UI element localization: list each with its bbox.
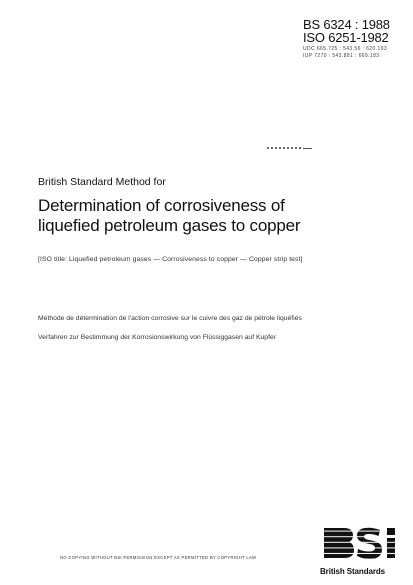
bs-standard-number: BS 6324 : 1988 [303, 17, 390, 32]
iup-reference: IUP 7270 : 543.881 : 669.183 [303, 53, 380, 59]
document-title-line-2: liquefied petroleum gases to copper [38, 216, 301, 235]
copyright-notice: NO COPYING WITHOUT BSI PERMISSION EXCEPT AS PERMITTED BY COPYRIGHT LAW [60, 555, 257, 560]
document-kicker: British Standard Method for [38, 176, 166, 188]
iso-title-note: [ISO title: Liquefied petroleum gases — Corrosiveness to copper — Copper strip test] [38, 256, 303, 263]
bsi-logo-icon [322, 526, 404, 560]
divider-rule [303, 148, 312, 149]
udc-reference: UDC 665.725 : 543.56 : 620.193 [303, 46, 387, 52]
iso-standard-number: ISO 6251-1982 [303, 30, 389, 45]
document-title-line-1: Determination of corrosiveness of [38, 196, 285, 215]
standard-number-block [303, 18, 411, 60]
divider-dots [267, 147, 301, 149]
german-title: Verfahren zur Bestimmung der Korrosionswirkung von Flüssiggasen auf Kupfer [38, 334, 277, 341]
bsi-logo-caption: British Standards [320, 567, 385, 576]
document-title [38, 196, 338, 236]
bsi-logo [318, 526, 408, 582]
french-title: Méthode de détermination de l'action corrosive sur le cuivre des gaz de pétrole liquéfiés [38, 315, 302, 322]
